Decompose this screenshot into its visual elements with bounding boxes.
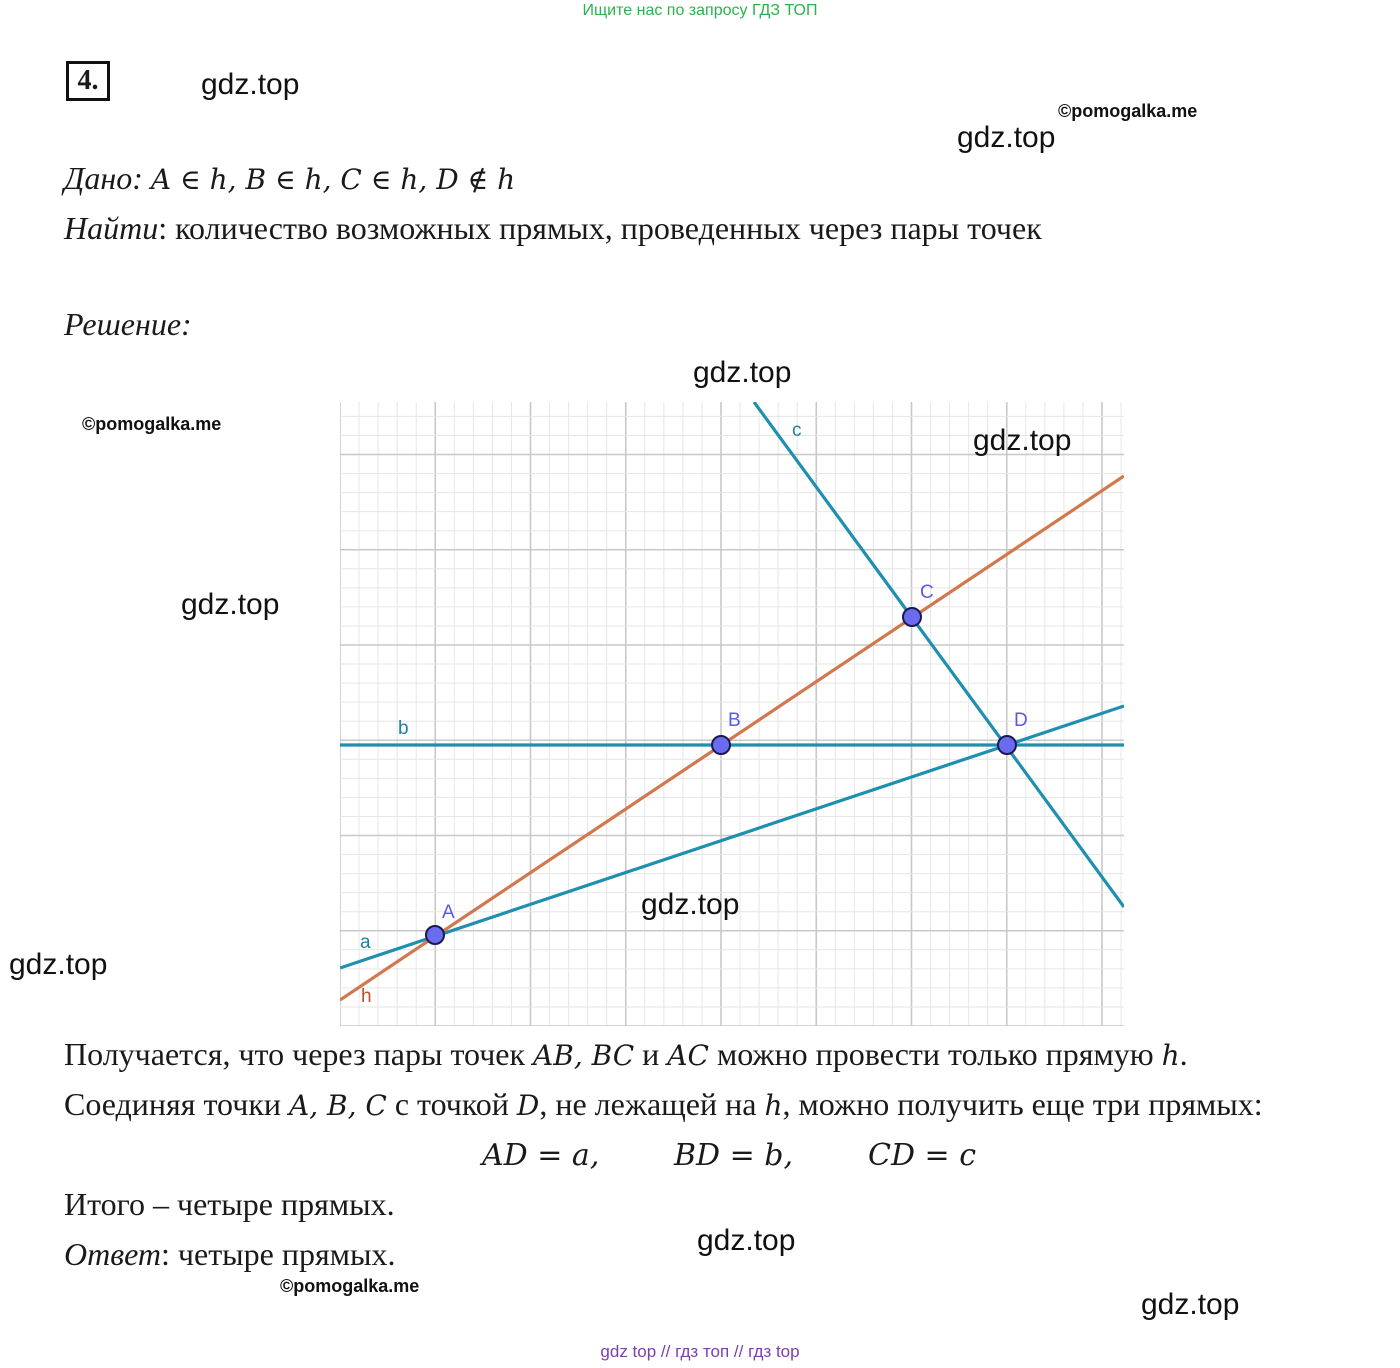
problem-number: 4.	[66, 61, 110, 101]
answer-text: : четыре прямых.	[161, 1236, 396, 1272]
answer-label: Ответ	[64, 1236, 161, 1272]
point-label-B: B	[728, 710, 741, 731]
math-part: h	[1161, 1039, 1180, 1072]
text-part: , можно получить еще три прямых:	[782, 1086, 1263, 1122]
point-label-C: C	[920, 582, 934, 603]
equation-cd: CD = c	[868, 1138, 977, 1173]
top-banner: Ищите нас по запросу ГДЗ ТОП	[582, 2, 818, 19]
watermark-gdz: gdz.top	[181, 588, 280, 621]
text-part: с точкой	[386, 1086, 517, 1122]
find-text: : количество возможных прямых, проведенных через пары точек	[158, 210, 1042, 246]
point-D	[998, 736, 1016, 754]
equation-ad: AD = a,	[482, 1138, 600, 1173]
point-label-D: D	[1014, 710, 1028, 731]
line-label-h: h	[361, 986, 372, 1007]
math-part: h	[764, 1089, 783, 1122]
text-part: Соединяя точки	[64, 1086, 289, 1122]
conclusion-line-2	[64, 1086, 1263, 1123]
watermark-gdz: gdz.top	[641, 888, 740, 921]
answer-line	[64, 1236, 395, 1273]
math-part: A, B, C	[288, 1089, 387, 1122]
point-label-A: A	[442, 902, 455, 923]
footer-links: gdz top // гдз топ // гдз top	[600, 1342, 800, 1361]
watermark-gdz: gdz.top	[9, 948, 108, 981]
solution-label: Решение:	[64, 306, 192, 342]
equation-bd: BD = b,	[674, 1138, 794, 1173]
find-label: Найти	[64, 210, 159, 246]
point-C	[903, 608, 921, 626]
line-label-c: c	[792, 420, 802, 441]
watermark-gdz: gdz.top	[973, 424, 1072, 457]
text-part: и	[634, 1036, 668, 1072]
given-math: A ∈ h, B ∈ h, C ∈ h, D ∉ h	[150, 163, 516, 196]
text-part: Получается, что через пары точек	[64, 1036, 534, 1072]
watermark-pomogalka: ©pomogalka.me	[82, 414, 222, 434]
watermark-pomogalka: ©pomogalka.me	[280, 1276, 420, 1296]
geometry-figure	[340, 402, 1124, 1026]
math-part: AB, BC	[533, 1039, 635, 1072]
line-label-a: a	[360, 932, 371, 953]
math-part: AC	[667, 1039, 709, 1072]
math-part: D	[516, 1089, 540, 1122]
text-part: можно провести только прямую	[708, 1036, 1162, 1072]
find-line	[64, 210, 1042, 247]
watermark-gdz: gdz.top	[957, 121, 1056, 154]
watermark-gdz: gdz.top	[697, 1224, 796, 1257]
watermark-gdz: gdz.top	[1141, 1288, 1240, 1321]
watermark-pomogalka: ©pomogalka.me	[1058, 101, 1198, 121]
text-part: , не лежащей на	[539, 1086, 765, 1122]
point-A	[426, 926, 444, 944]
watermark-gdz: gdz.top	[201, 68, 300, 101]
point-B	[712, 736, 730, 754]
total-line: Итого – четыре прямых.	[64, 1186, 395, 1222]
watermark-gdz: gdz.top	[693, 356, 792, 389]
text-part: .	[1179, 1036, 1188, 1072]
line-label-b: b	[398, 718, 409, 739]
given-label: Дано:	[64, 160, 143, 196]
conclusion-line-1	[64, 1036, 1188, 1073]
line-c	[754, 402, 1124, 907]
given-line	[64, 160, 515, 197]
